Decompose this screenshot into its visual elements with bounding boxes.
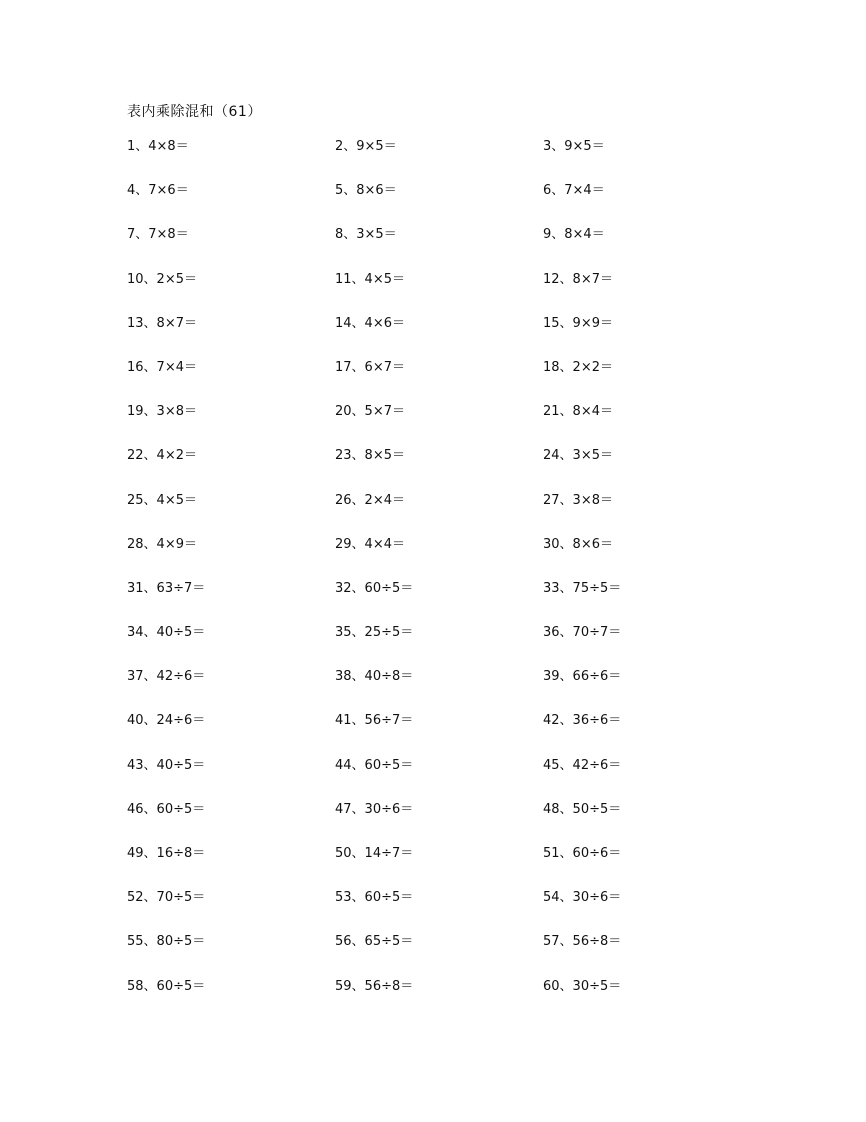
problem-item: 3、9×5＝ — [543, 139, 605, 154]
problem-item: 8、3×5＝ — [335, 227, 397, 243]
problem-item: 55、80÷5＝ — [127, 934, 206, 950]
problem-item: 35、25÷5＝ — [335, 625, 414, 641]
problem-item: 43、40÷5＝ — [127, 757, 206, 773]
problem-item: 18、2×2＝ — [543, 359, 613, 375]
problem-item: 26、2×4＝ — [335, 492, 405, 508]
problem-item: 2、9×5＝ — [335, 139, 397, 154]
problem-item: 49、16÷8＝ — [127, 846, 206, 861]
problem-item: 12、8×7＝ — [543, 271, 613, 287]
problem-item: 14、4×6＝ — [335, 315, 405, 331]
problem-item: 57、56÷8＝ — [543, 934, 622, 950]
problem-item: 5、8×6＝ — [335, 183, 397, 199]
problem-item: 50、14÷7＝ — [335, 846, 414, 861]
problem-item: 48、50÷5＝ — [543, 801, 622, 817]
problem-item: 58、60÷5＝ — [127, 978, 206, 994]
problem-grid — [127, 137, 787, 1021]
problem-item: 10、2×5＝ — [127, 271, 197, 287]
problem-item: 38、40÷8＝ — [335, 669, 414, 685]
problem-item: 31、63÷7＝ — [127, 580, 206, 596]
problem-item: 15、9×9＝ — [543, 315, 613, 331]
problem-item: 23、8×5＝ — [335, 448, 405, 464]
problem-item: 28、4×9＝ — [127, 536, 197, 552]
problem-item: 9、8×4＝ — [543, 227, 605, 243]
problem-item: 60、30÷5＝ — [543, 978, 622, 994]
problem-item: 29、4×4＝ — [335, 536, 405, 552]
problem-item: 54、30÷6＝ — [543, 890, 622, 906]
problem-item: 7、7×8＝ — [127, 227, 189, 243]
problem-item: 47、30÷6＝ — [335, 801, 414, 817]
problem-item: 53、60÷5＝ — [335, 890, 414, 906]
problem-item: 42、36÷6＝ — [543, 713, 622, 729]
problem-item: 20、5×7＝ — [335, 404, 405, 420]
problem-item: 41、56÷7＝ — [335, 713, 414, 729]
problem-item: 56、65÷5＝ — [335, 934, 414, 950]
problem-item: 44、60÷5＝ — [335, 757, 414, 773]
problem-item: 1、4×8＝ — [127, 139, 189, 154]
problem-item: 22、4×2＝ — [127, 448, 197, 464]
problem-item: 24、3×5＝ — [543, 448, 613, 464]
problem-item: 59、56÷8＝ — [335, 978, 414, 994]
problem-item: 33、75÷5＝ — [543, 580, 622, 596]
problem-item: 37、42÷6＝ — [127, 669, 206, 685]
problem-item: 52、70÷5＝ — [127, 890, 206, 906]
problem-item: 36、70÷7＝ — [543, 625, 622, 641]
problem-item: 4、7×6＝ — [127, 183, 189, 199]
page-title: 表内乘除混和（61） — [127, 104, 262, 120]
problem-item: 17、6×7＝ — [335, 359, 405, 375]
problem-item: 46、60÷5＝ — [127, 801, 206, 817]
problem-item: 32、60÷5＝ — [335, 580, 414, 596]
problem-item: 51、60÷6＝ — [543, 846, 622, 861]
problem-item: 34、40÷5＝ — [127, 625, 206, 641]
problem-item: 21、8×4＝ — [543, 404, 613, 420]
problem-item: 45、42÷6＝ — [543, 757, 622, 773]
problem-item: 16、7×4＝ — [127, 359, 197, 375]
problem-item: 13、8×7＝ — [127, 315, 197, 331]
problem-item: 25、4×5＝ — [127, 492, 197, 508]
problem-item: 30、8×6＝ — [543, 536, 613, 552]
problem-item: 40、24÷6＝ — [127, 713, 206, 729]
problem-item: 11、4×5＝ — [335, 271, 405, 287]
problem-item: 19、3×8＝ — [127, 404, 197, 420]
problem-item: 39、66÷6＝ — [543, 669, 622, 685]
problem-item: 27、3×8＝ — [543, 492, 613, 508]
problem-item: 6、7×4＝ — [543, 183, 605, 199]
